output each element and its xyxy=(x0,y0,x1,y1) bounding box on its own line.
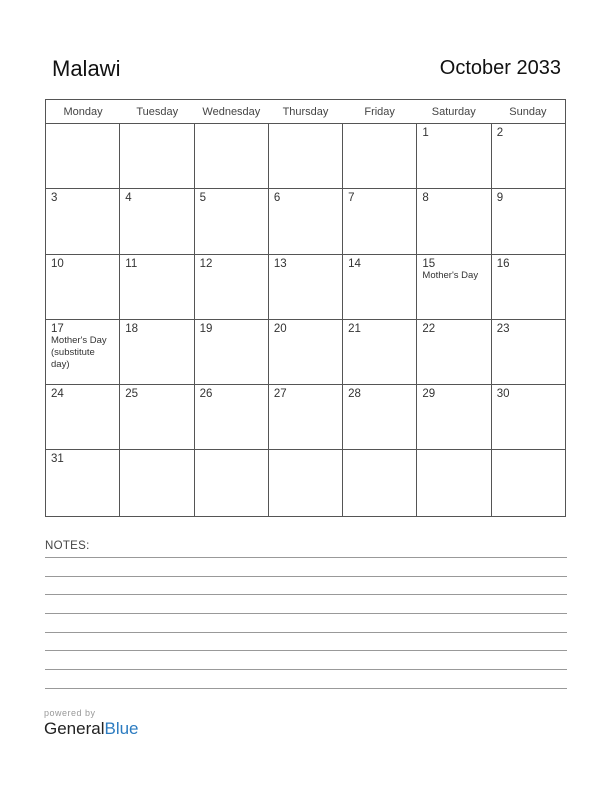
day-cell xyxy=(343,255,417,319)
day-cell xyxy=(195,124,269,188)
brand-blue: Blue xyxy=(104,719,139,738)
day-number: 8 xyxy=(422,192,429,205)
day-cell xyxy=(46,124,120,188)
day-cell xyxy=(269,255,343,319)
note-line xyxy=(45,688,567,689)
day-number: 3 xyxy=(51,192,58,205)
day-number: 27 xyxy=(273,388,287,401)
day-number: 17 xyxy=(51,322,64,335)
week-row xyxy=(46,450,565,515)
note-line xyxy=(45,576,567,577)
day-number: 23 xyxy=(496,322,510,335)
calendar-grid xyxy=(45,99,566,517)
day-cell xyxy=(343,385,417,449)
day-number: 7 xyxy=(348,192,355,205)
weekday-sunday: Sunday xyxy=(509,106,547,118)
note-line xyxy=(45,632,567,633)
day-cell xyxy=(417,255,491,319)
month-year-title: October 2033 xyxy=(439,57,561,79)
day-cell xyxy=(46,189,120,253)
day-number: 28 xyxy=(348,388,361,401)
notes-section xyxy=(45,540,567,552)
day-cell xyxy=(195,255,269,319)
note-line xyxy=(45,669,567,670)
day-cell xyxy=(46,385,120,449)
weekday-header-row xyxy=(46,100,565,124)
day-cell xyxy=(343,450,417,515)
holiday-label: Mother's Day (substitute day) xyxy=(51,334,107,370)
day-cell xyxy=(120,320,194,384)
notes-label: NOTES: xyxy=(45,540,90,552)
day-number: 9 xyxy=(496,192,504,205)
day-cell xyxy=(492,255,565,319)
weekday-saturday: Saturday xyxy=(431,106,476,118)
country-title: Malawi xyxy=(52,56,121,81)
brand-logo[interactable] xyxy=(44,719,139,739)
day-number: 24 xyxy=(51,388,64,401)
day-number: 4 xyxy=(125,192,132,205)
weekday-tuesday: Tuesday xyxy=(136,106,179,118)
day-cell xyxy=(417,320,491,384)
day-number: 18 xyxy=(125,322,139,335)
day-number: 21 xyxy=(348,322,361,335)
week-row xyxy=(46,189,565,254)
day-cell xyxy=(492,124,565,188)
day-number: 15 xyxy=(422,257,436,270)
note-line xyxy=(45,613,567,614)
week-row xyxy=(46,124,565,189)
day-cell xyxy=(269,189,343,253)
day-cell xyxy=(269,124,343,188)
day-cell xyxy=(269,450,343,515)
day-number: 5 xyxy=(199,192,206,205)
note-line xyxy=(45,557,567,558)
day-number: 25 xyxy=(125,388,139,401)
day-cell xyxy=(195,385,269,449)
day-number: 11 xyxy=(125,257,138,270)
day-cell xyxy=(195,320,269,384)
day-number: 10 xyxy=(51,257,64,270)
day-number: 14 xyxy=(348,257,361,270)
weekday-friday: Friday xyxy=(364,106,395,118)
day-cell xyxy=(120,385,194,449)
day-number: 22 xyxy=(422,322,436,335)
day-cell xyxy=(195,450,269,515)
day-number: 31 xyxy=(51,453,64,466)
note-line xyxy=(45,594,567,595)
day-cell xyxy=(120,124,194,188)
holiday-label: Mother's Day xyxy=(422,269,479,281)
day-cell xyxy=(417,385,491,449)
day-cell xyxy=(343,189,417,253)
day-cell xyxy=(46,255,120,319)
day-cell xyxy=(46,450,120,515)
day-number: 26 xyxy=(199,388,213,401)
day-cell xyxy=(417,450,491,515)
day-cell xyxy=(492,450,565,515)
day-cell xyxy=(269,385,343,449)
day-number: 30 xyxy=(496,388,510,401)
day-cell xyxy=(417,189,491,253)
day-cell xyxy=(492,189,565,253)
day-number: 19 xyxy=(199,322,213,335)
day-cell xyxy=(46,320,120,384)
day-number: 16 xyxy=(496,257,510,270)
day-number: 2 xyxy=(496,127,504,139)
day-cell xyxy=(269,320,343,384)
day-number: 13 xyxy=(273,257,287,270)
weekday-thursday: Thursday xyxy=(282,106,329,118)
day-cell xyxy=(195,189,269,253)
footer-branding xyxy=(44,708,139,739)
week-row xyxy=(46,255,565,320)
day-number: 6 xyxy=(273,192,281,205)
day-cell xyxy=(120,189,194,253)
day-number: 1 xyxy=(422,127,429,139)
day-cell xyxy=(492,320,565,384)
week-row xyxy=(46,320,565,385)
day-cell xyxy=(120,450,194,515)
day-number: 20 xyxy=(273,322,287,335)
weekday-monday: Monday xyxy=(63,106,103,118)
brand-general: General xyxy=(44,719,105,738)
weekday-wednesday: Wednesday xyxy=(202,106,261,118)
note-line xyxy=(45,650,567,651)
week-row xyxy=(46,385,565,450)
day-number: 12 xyxy=(199,257,213,270)
powered-by-text: powered by xyxy=(44,708,96,718)
day-cell xyxy=(343,320,417,384)
day-number: 29 xyxy=(422,388,436,401)
day-cell xyxy=(417,124,491,188)
day-cell xyxy=(343,124,417,188)
day-cell xyxy=(120,255,194,319)
day-cell xyxy=(492,385,565,449)
